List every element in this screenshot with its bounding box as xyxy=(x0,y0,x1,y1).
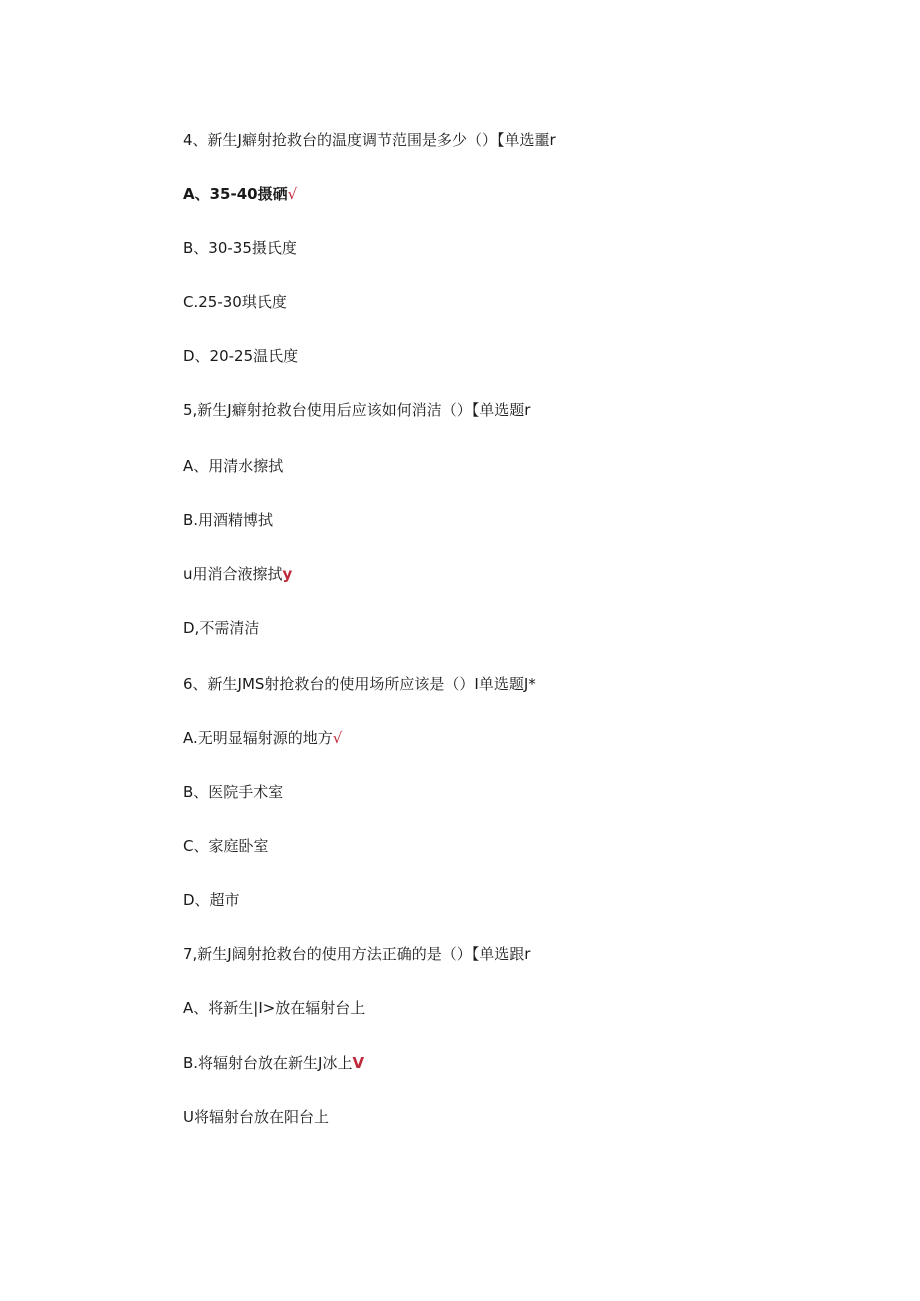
question-text: 4、新生J癖射抢救台的温度调节范围是多少（）【单选噩r xyxy=(183,131,556,149)
question-text: 6、新生JMS射抢救台的使用场所应该是（）I单选题J* xyxy=(183,675,536,693)
question-7-option-c xyxy=(183,1107,329,1127)
correct-answer-mark: V xyxy=(352,1054,365,1072)
question-5-option-b xyxy=(183,510,273,530)
question-7-option-b xyxy=(183,1053,364,1073)
question-4-option-b xyxy=(183,238,297,258)
option-text: A.无明显辐射源的地方 xyxy=(183,729,333,747)
option-text: B、医院手术室 xyxy=(183,783,284,801)
option-text: C.25-30琪氏度 xyxy=(183,293,287,311)
option-text: C、家庭卧室 xyxy=(183,837,269,855)
option-text: A、用清水擦拭 xyxy=(183,457,284,475)
question-5-option-a xyxy=(183,456,283,476)
question-6-prompt xyxy=(183,674,536,694)
correct-answer-mark: y xyxy=(282,565,293,583)
option-text: D、20-25温氏度 xyxy=(183,347,299,365)
question-6-option-b xyxy=(183,782,283,802)
question-4-option-d xyxy=(183,346,298,366)
option-text: D、超市 xyxy=(183,891,240,909)
question-text: 5,新生J癖射抢救台使用后应该如何消洁（）【单选题r xyxy=(183,401,531,419)
option-text: B.用酒精博拭 xyxy=(183,511,274,529)
question-5-option-d xyxy=(183,618,259,638)
question-7-option-a xyxy=(183,998,365,1018)
correct-answer-mark: √ xyxy=(287,185,298,203)
question-5-option-c xyxy=(183,564,292,584)
question-5-prompt xyxy=(183,400,530,420)
option-text: D,不需清洁 xyxy=(183,619,260,637)
option-text: B、30-35摄氏度 xyxy=(183,239,297,257)
option-text: A、将新生|I>放在辐射台上 xyxy=(183,999,366,1017)
option-text: B.将辐射台放在新生J冰上 xyxy=(183,1054,353,1072)
question-6-option-a xyxy=(183,728,342,748)
question-7-prompt xyxy=(183,944,530,964)
option-text: u用消合液擦拭 xyxy=(183,565,283,583)
question-6-option-d xyxy=(183,890,240,910)
question-4-option-a xyxy=(183,184,297,204)
option-text: A、35-40摄硒 xyxy=(183,185,288,203)
question-4-option-c xyxy=(183,292,287,312)
option-text: U将辐射台放在阳台上 xyxy=(183,1108,329,1126)
correct-answer-mark: √ xyxy=(332,729,343,747)
question-6-option-c xyxy=(183,836,268,856)
question-text: 7,新生J阔射抢救台的使用方法正确的是（）【单选跟r xyxy=(183,945,531,963)
question-4-prompt xyxy=(183,130,556,150)
